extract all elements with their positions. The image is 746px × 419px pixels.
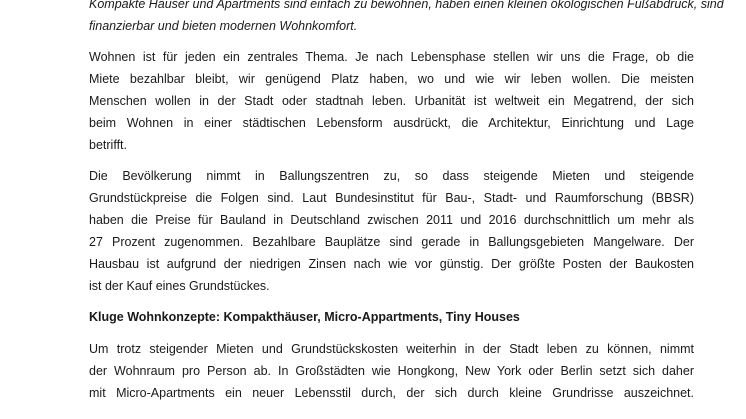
paragraph-line: Menschen wollen in der Stadt oder stadtnah leben. Urbanität ist weltweit ein Megatrend, der sich — [89, 94, 694, 108]
paragraph-line: 27 Prozent zugenommen. Bezahlbare Bauplätze sind gerade in Ballungsgebieten Mangelware. Der — [89, 235, 694, 249]
paragraph-line: Wohnen ist für jeden ein zentrales Thema. Je nach Lebensphase stellen wir uns die Frage, ob die — [89, 50, 694, 64]
paragraph-line: der Wohnraum pro Person ab. In Großstädten wie Hongkong, New York oder Berlin setzt sich daher — [89, 364, 694, 378]
intro-paragraph — [89, 0, 724, 37]
paragraph-line: ist der Kauf eines Grundstückes. — [89, 279, 270, 293]
paragraph-line: Die Bevölkerung nimmt in Ballungszentren zu, so dass steigende Mieten und steigende — [89, 169, 694, 183]
paragraph-line: haben die Preise für Bauland in Deutschland zwischen 2011 und 2016 durchschnittlich um mehr als — [89, 213, 694, 227]
paragraph-line: mit Micro-Apartments ein neuer Lebensstil durch, der sich durch kleine Grundrisse auszeichnet. — [89, 386, 694, 400]
paragraph-wohnkonzepte — [89, 338, 694, 404]
paragraph-line: betrifft. — [89, 138, 127, 152]
paragraph-line: beim Wohnen in einer städtischen Lebensform ausdrückt, die Architektur, Einrichtung und Lage — [89, 116, 694, 130]
intro-line: finanzierbar und bieten modernen Wohnkomfort. — [89, 19, 358, 33]
paragraph-line: Miete bezahlbar bleibt, wir genügend Platz haben, wo und wie wir leben wollen. Die meisten — [89, 72, 694, 86]
paragraph-wohnen — [89, 46, 694, 156]
paragraph-bevoelkerung — [89, 165, 694, 297]
paragraph-line: Um trotz steigender Mieten und Grundstückskosten weiterhin in der Stadt leben zu können, nimmt — [89, 342, 694, 356]
paragraph-line: Hausbau ist aufgrund der niedrigen Zinsen nach wie vor günstig. Der größte Posten der Baukosten — [89, 257, 694, 271]
document-body — [89, 0, 724, 413]
section-heading: Kluge Wohnkonzepte: Kompakthäuser, Micro-Appartments, Tiny Houses — [89, 310, 520, 324]
paragraph-line: Grundstückpreise die Folgen sind. Laut Bundesinstitut für Bau-, Stadt- und Raumforschung (BBSR) — [89, 191, 694, 205]
intro-line: Kompakte Häuser und Apartments sind einfach zu bewohnen, haben einen kleinen ökologischen Fußabdruck, sind — [89, 0, 724, 11]
